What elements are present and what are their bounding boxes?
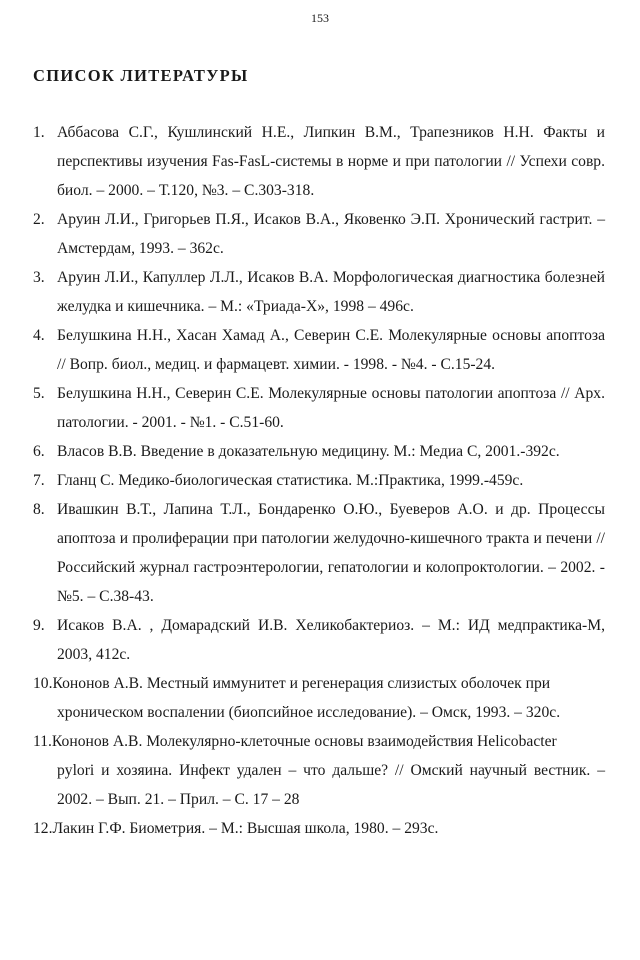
reference-item bbox=[33, 466, 605, 495]
reference-item bbox=[33, 118, 605, 205]
reference-text: Ивашкин В.Т., Лапина Т.Л., Бондаренко О.Ю., Буеверов А.О. и др. Процессы апоптоза и пролиферации при патологии желудочно-кишечного тракта и печени // Российский журнал гастроэнтерологии, гепатологии и колопроктологии. – 2002. - №5. – С.38-43. bbox=[57, 501, 605, 605]
reference-text: Белушкина Н.Н., Северин С.Е. Молекулярные основы патологии апоптоза // Арх. патологии. - 2001. - №1. - С.51-60. bbox=[57, 385, 605, 431]
reference-number: 8. bbox=[33, 501, 45, 518]
reference-text: Власов В.В. Введение в доказательную медицину. М.: Медиа С, 2001.-392с. bbox=[57, 443, 560, 460]
reference-item bbox=[33, 263, 605, 321]
reference-item bbox=[33, 205, 605, 263]
reference-text: Белушкина Н.Н., Хасан Хамад А., Северин С.Е. Молекулярные основы апоптоза // Вопр. биол., медиц. и фармацевт. химии. - 1998. - №4. - С.15-24. bbox=[57, 327, 605, 373]
reference-item bbox=[33, 437, 605, 466]
page-number: 153 bbox=[311, 11, 329, 25]
reference-text: Исаков В.А. , Домарадский И.В. Хеликобактериоз. – М.: ИД медпрактика-М, 2003, 412с. bbox=[57, 617, 605, 663]
reference-item bbox=[33, 669, 605, 727]
reference-number: 11. bbox=[33, 733, 52, 750]
reference-text-first: Кононов А.В. Местный иммунитет и регенерация слизистых оболочек при bbox=[52, 675, 551, 692]
reference-number: 7. bbox=[33, 472, 45, 489]
reference-number: 5. bbox=[33, 385, 45, 402]
reference-text-rest: хроническом воспалении (биопсийное исследование). – Омск, 1993. – 320с. bbox=[57, 704, 561, 721]
reference-text: Аруин Л.И., Григорьев П.Я., Исаков В.А., Яковенко Э.П. Хронический гастрит. – Амстердам, 1993. – 362с. bbox=[57, 211, 605, 257]
reference-number: 10. bbox=[33, 675, 53, 692]
reference-number: 12. bbox=[33, 820, 53, 837]
reference-number: 1. bbox=[33, 124, 45, 141]
reference-item bbox=[33, 727, 605, 814]
reference-first-line bbox=[33, 727, 605, 756]
reference-list bbox=[33, 118, 605, 843]
reference-item bbox=[33, 321, 605, 379]
reference-item bbox=[33, 495, 605, 611]
reference-number: 4. bbox=[33, 327, 45, 344]
reference-number: 2. bbox=[33, 211, 45, 228]
reference-first-line bbox=[33, 669, 605, 698]
reference-text: Гланц С. Медико-биологическая статистика. М.:Практика, 1999.-459с. bbox=[57, 472, 524, 489]
reference-text: Аббасова С.Г., Кушлинский Н.Е., Липкин В.М., Трапезников Н.Н. Факты и перспективы изучения Fas-FasL-системы в норме и при патологии // Успехи совр. биол. – 2000. – Т.120, №3. – С.303-318. bbox=[57, 124, 605, 199]
reference-number: 3. bbox=[33, 269, 45, 286]
reference-text: Аруин Л.И., Капуллер Л.Л., Исаков В.А. Морфологическая диагностика болезней желудка и кишечника. – М.: «Триада-Х», 1998 – 496с. bbox=[57, 269, 605, 315]
reference-item bbox=[33, 379, 605, 437]
reference-text-rest: pylori и хозяина. Инфект удален – что дальше? // Омский научный вестник. – 2002. – Вып. 21. – Прил. – С. 17 – 28 bbox=[57, 762, 605, 808]
reference-first-line bbox=[33, 814, 605, 843]
reference-number: 9. bbox=[33, 617, 45, 634]
reference-number: 6. bbox=[33, 443, 45, 460]
reference-item bbox=[33, 611, 605, 669]
reference-item bbox=[33, 814, 605, 843]
reference-text-first: Лакин Г.Ф. Биометрия. – М.: Высшая школа, 1980. – 293с. bbox=[52, 820, 439, 837]
reference-text-first: Кононов А.В. Молекулярно-клеточные основы взаимодействия Helicobacter bbox=[51, 733, 557, 750]
page-heading: СПИСОК ЛИТЕРАТУРЫ bbox=[33, 66, 249, 85]
